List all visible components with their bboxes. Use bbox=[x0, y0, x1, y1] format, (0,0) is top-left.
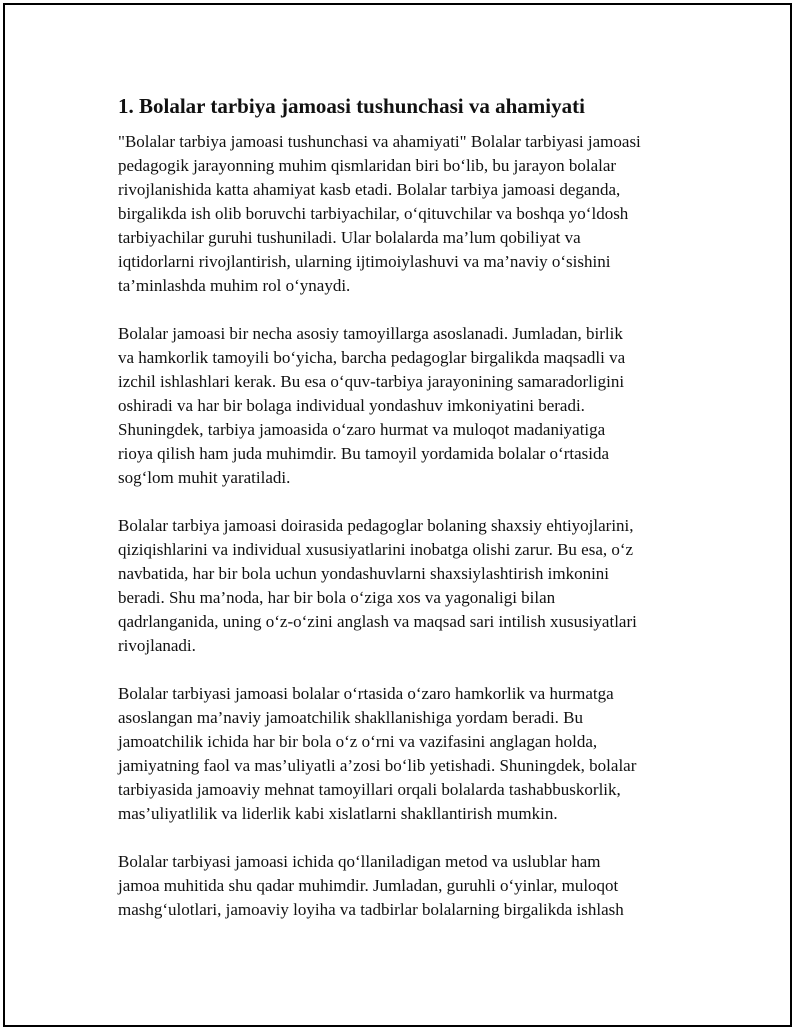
section-heading: 1. Bolalar tarbiya jamoasi tushunchasi va ahamiyati bbox=[118, 94, 585, 118]
document-body bbox=[118, 92, 688, 946]
paragraph-2: Bolalar jamoasi bir necha asosiy tamoyillarga asoslanadi. Jumladan, birlik va hamkorlik tamoyili bo‘yicha, barcha pedagoglar birgalikda maqsadli va izchil ishlashlari kerak. Bu esa o‘quv-tarbiya jarayonining samaradorligini oshiradi va har bir bolaga individual yondashuv imkoniyatini beradi. Shuningdek, tarbiya jamoasida o‘zaro hurmat va muloqot madaniyatiga rioya qilish ham juda muhimdir. Bu tamoyil yordamida bolalar o‘rtasida sog‘lom muhit yaratiladi. bbox=[118, 324, 626, 487]
paragraph-4: Bolalar tarbiyasi jamoasi bolalar o‘rtasida o‘zaro hamkorlik va hurmatga asoslangan ma’naviy jamoatchilik shakllanishiga yordam beradi. Bu jamoatchilik ichida har bir bola o‘z o‘rni va vazifasini anglagan holda, jamiyatning faol va mas’uliyatli a’zosi bo‘lib yetishadi. Shuningdek, bolalar tarbiyasida jamoaviy mehnat tamoyillari orqali bolalarda tashabbuskorlik, mas’uliyatlilik va liderlik kabi xislatlarni shakllantirish mumkin. bbox=[118, 684, 637, 823]
paragraph-5: Bolalar tarbiyasi jamoasi ichida qo‘llaniladigan metod va uslublar ham jamoa muhitida shu qadar muhimdir. Jumladan, guruhli o‘yinlar, muloqot mashg‘ulotlari, jamoaviy loyiha va tadbirlar bolalarning birgalikda ishlash bbox=[118, 852, 624, 919]
paragraph-1: "Bolalar tarbiya jamoasi tushunchasi va ahamiyati" Bolalar tarbiyasi jamoasi pedagogik jarayonning muhim qismlaridan biri bo‘lib, bu jarayon bolalar rivojlanishida katta ahamiyat kasb etadi. Bolalar tarbiya jamoasi deganda, birgalikda ish olib boruvchi tarbiyachilar, o‘qituvchilar va boshqa yo‘ldosh tarbiyachilar guruhi tushuniladi. Ular bolalarda ma’lum qobiliyat va iqtidorlarni rivojlantirish, ularning ijtimoiylashuvi va ma’naviy o‘sishini ta’minlashda muhim rol o‘ynaydi. bbox=[118, 132, 641, 295]
paragraph-3: Bolalar tarbiya jamoasi doirasida pedagoglar bolaning shaxsiy ehtiyojlarini, qiziqishlarini va individual xususiyatlarini inobatga olishi zarur. Bu esa, o‘z navbatida, har bir bola uchun yondashuvlarni shaxsiylashtirish imkonini beradi. Shu ma’noda, har bir bola o‘ziga xos va yagonaligi bilan qadrlanganida, uning o‘z-o‘zini anglash va maqsad sari intilish xususiyatlari rivojlanadi. bbox=[118, 516, 637, 655]
